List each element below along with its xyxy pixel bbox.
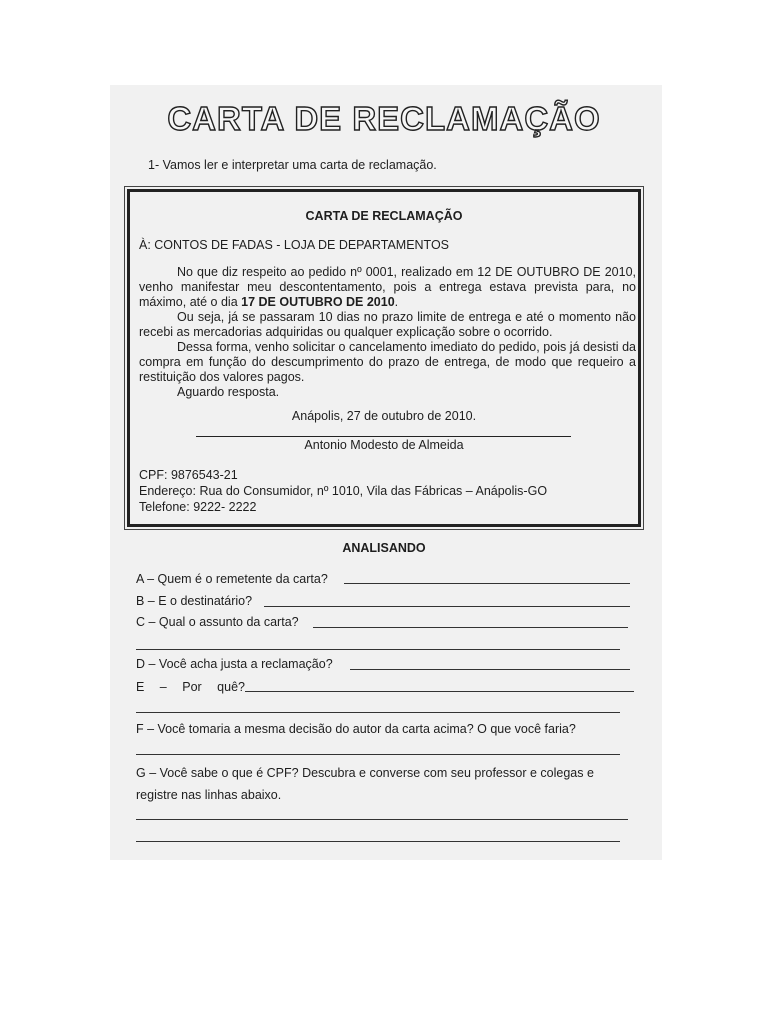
answer-line-e-2[interactable] [136, 712, 620, 713]
answer-line-b[interactable] [264, 606, 630, 607]
letter-paragraph-1-text: No que diz respeito ao pedido nº 0001, realizado em 12 DE OUTUBRO DE 2010, venho manifestar meu descontentamento, pois a entrega estava prevista para, no máximo, até o dia [139, 265, 636, 309]
analysis-heading: ANALISANDO [342, 541, 426, 555]
answer-line-e[interactable] [245, 691, 634, 692]
letter-heading: CARTA DE RECLAMAÇÃO [305, 209, 463, 223]
signature-line [196, 436, 571, 437]
letter-signature: Antonio Modesto de Almeida [304, 438, 464, 452]
question-b: B – E o destinatário? [136, 594, 253, 608]
letter-recipient: À: CONTOS DE FADAS - LOJA DE DEPARTAMENTOS [139, 238, 450, 252]
question-f: F – Você tomaria a mesma decisão do autor da carta acima? O que você faria? [136, 722, 576, 736]
letter-deadline-date: 17 DE OUTUBRO DE 2010 [241, 295, 395, 309]
question-e: E – Por quê? [136, 680, 245, 694]
letter-paragraph-4: Aguardo resposta. [177, 385, 280, 399]
sender-phone: Telefone: 9222- 2222 [139, 500, 257, 514]
letter-paragraph-3: Dessa forma, venho solicitar o cancelamento imediato do pedido, pois já desisti da compra em função do descumprimento do prazo de entrega, de modo que requeiro a restituição dos valores pagos. [139, 340, 636, 384]
answer-line-f[interactable] [136, 754, 620, 755]
answer-line-g[interactable] [136, 819, 628, 820]
question-g-line-1: G – Você sabe o que é CPF? Descubra e converse com seu professor e colegas e [136, 766, 594, 780]
letter-box [127, 189, 641, 527]
question-a: A – Quem é o remetente da carta? [136, 572, 328, 586]
answer-line-a[interactable] [344, 583, 630, 584]
answer-line-c-2[interactable] [136, 649, 620, 650]
letter-paragraph-1 [139, 265, 636, 310]
instruction-text: 1- Vamos ler e interpretar uma carta de reclamação. [148, 158, 437, 172]
letter-body [139, 265, 636, 400]
answer-line-d[interactable] [350, 669, 630, 670]
question-d: D – Você acha justa a reclamação? [136, 657, 333, 671]
sender-address: Endereço: Rua do Consumidor, nº 1010, Vila das Fábricas – Anápolis-GO [139, 484, 548, 498]
letter-paragraph-1-end: . [394, 295, 399, 309]
question-g-line-2: registre nas linhas abaixo. [136, 788, 282, 802]
answer-line-g-2[interactable] [136, 841, 620, 842]
sender-info [139, 467, 547, 515]
worksheet-title: CARTA DE RECLAMAÇÃO [167, 100, 601, 137]
letter-date: Anápolis, 27 de outubro de 2010. [291, 409, 477, 423]
sender-cpf: CPF: 9876543-21 [139, 468, 238, 482]
answer-line-c[interactable] [313, 627, 628, 628]
letter-paragraph-2: Ou seja, já se passaram 10 dias no prazo limite de entrega e até o momento não recebi as mercadorias adquiridas ou qualquer explicação sobre o ocorrido. [139, 310, 636, 339]
question-c: C – Qual o assunto da carta? [136, 615, 299, 629]
